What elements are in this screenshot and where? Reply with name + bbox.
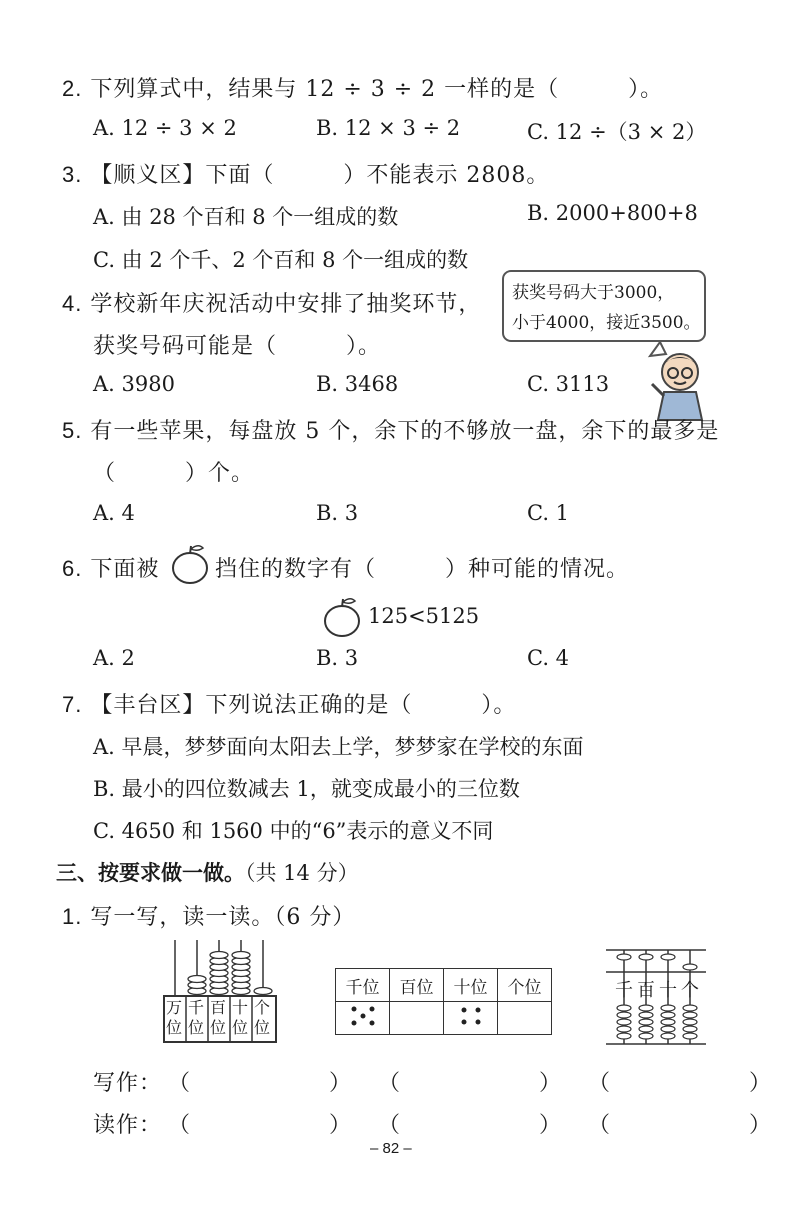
header-thousands: 千位 — [336, 969, 390, 1002]
question-text-line2: 获奖号码可能是（ ）。 — [93, 334, 382, 359]
suanpan-label-thousands: 千 — [615, 980, 633, 1001]
read-blank-2[interactable]: （ ） — [378, 1113, 563, 1138]
question-2 — [62, 72, 663, 103]
question-6 — [62, 552, 159, 583]
question-text: 写一写，读一读。（6 分） — [90, 905, 356, 930]
apple-icon — [170, 541, 210, 585]
section-title: 三、按要求做一做。 — [56, 861, 245, 885]
place-label-ones: 个位 — [254, 998, 271, 1037]
place-value-table — [335, 968, 552, 1035]
option-a[interactable]: A. 3980 — [93, 372, 175, 396]
place-label-ten-thousands: 万位 — [166, 998, 183, 1037]
header-ones: 个位 — [498, 969, 552, 1002]
option-b[interactable]: B. 3 — [316, 646, 359, 670]
question-number: 2. — [62, 76, 83, 101]
option-c[interactable]: C. 1 — [527, 501, 570, 525]
speech-bubble — [502, 270, 706, 342]
dots-ones — [498, 1002, 552, 1035]
question-3-1 — [62, 900, 355, 931]
write-label: 写作： — [93, 1071, 163, 1096]
option-a[interactable]: A. 2 — [93, 646, 135, 670]
dots-tens — [444, 1002, 498, 1035]
option-b[interactable]: B. 3 — [316, 501, 359, 525]
option-c[interactable]: C. 4650 和 1560 中的“6”表示的意义不同 — [93, 819, 494, 843]
read-blank-3[interactable]: （ ） — [588, 1113, 773, 1138]
boy-character-illustration — [640, 340, 720, 422]
option-c[interactable]: C. 12 ÷（3 × 2） — [527, 120, 707, 144]
question-text: 【顺义区】下面（ ）不能表示 2808。 — [90, 163, 550, 188]
question-4 — [62, 287, 481, 318]
option-c[interactable]: C. 由 2 个千、2 个百和 8 个一组成的数 — [93, 248, 469, 272]
option-b[interactable]: B. 2000+800+8 — [527, 201, 698, 225]
question-number: 5. — [62, 418, 83, 443]
dots-hundreds — [390, 1002, 444, 1035]
place-label-thousands: 千位 — [188, 998, 205, 1037]
table-header-row — [336, 969, 552, 1002]
question-number: 3. — [62, 162, 83, 187]
question-3 — [62, 158, 549, 189]
question-number: 4. — [62, 291, 83, 316]
suanpan-label-tens: 十 — [659, 980, 677, 1001]
table-dots-row — [336, 1002, 552, 1035]
option-a[interactable]: A. 12 ÷ 3 × 2 — [93, 116, 237, 140]
bubble-line: 小于4000，接近3500。 — [512, 313, 701, 333]
place-label-hundreds: 百位 — [210, 998, 227, 1037]
section-points: （共 14 分） — [245, 861, 359, 885]
question-number: 7. — [62, 692, 83, 717]
suanpan-label-ones: 个 — [681, 980, 699, 1001]
option-b[interactable]: B. 12 × 3 ÷ 2 — [316, 116, 461, 140]
question-number: 1. — [62, 904, 83, 929]
dots-five-icon — [348, 1004, 378, 1028]
place-label-tens: 十位 — [232, 998, 249, 1037]
suanpan-label-hundreds: 百 — [637, 980, 655, 1001]
option-b[interactable]: B. 3468 — [316, 372, 399, 396]
bubble-line: 获奖号码大于3000， — [512, 283, 675, 303]
read-label: 读作： — [93, 1113, 163, 1138]
comparison-expression: 125<5125 — [368, 604, 480, 628]
option-a[interactable]: A. 4 — [93, 501, 135, 525]
header-tens: 十位 — [444, 969, 498, 1002]
write-blank-3[interactable]: （ ） — [588, 1071, 773, 1096]
option-c[interactable]: C. 4 — [527, 646, 570, 670]
question-text: 有一些苹果，每盘放 5 个，余下的不够放一盘，余下的最多是 — [90, 419, 720, 444]
question-5 — [62, 414, 719, 445]
option-c[interactable]: C. 3113 — [527, 372, 610, 396]
question-text: 学校新年庆祝活动中安排了抽奖环节， — [90, 292, 482, 317]
section-heading — [56, 857, 359, 887]
apple-icon — [322, 594, 362, 638]
header-hundreds: 百位 — [390, 969, 444, 1002]
option-a[interactable]: A. 早晨，梦梦面向太阳去上学，梦梦家在学校的东面 — [93, 735, 584, 759]
option-a[interactable]: A. 由 28 个百和 8 个一组成的数 — [93, 205, 399, 229]
dots-four-icon — [456, 1004, 486, 1028]
page-number: – 82 – — [370, 1140, 412, 1157]
question-number: 6. — [62, 556, 83, 581]
question-text-line2: （ ）个。 — [93, 461, 255, 486]
option-b[interactable]: B. 最小的四位数减去 1，就变成最小的三位数 — [93, 777, 520, 801]
read-blank-1[interactable]: （ ） — [168, 1113, 353, 1138]
question-text-post: 挡住的数字有（ ）种可能的情况。 — [215, 557, 630, 582]
write-blank-1[interactable]: （ ） — [168, 1071, 353, 1096]
question-text: 下列算式中，结果与 12 ÷ 3 ÷ 2 一样的是（ ）。 — [90, 77, 664, 102]
question-text: 【丰台区】下列说法正确的是（ ）。 — [90, 693, 517, 718]
question-7 — [62, 688, 516, 719]
write-blank-2[interactable]: （ ） — [378, 1071, 563, 1096]
question-text-pre: 下面被 — [90, 557, 160, 582]
dots-thousands — [336, 1002, 390, 1035]
